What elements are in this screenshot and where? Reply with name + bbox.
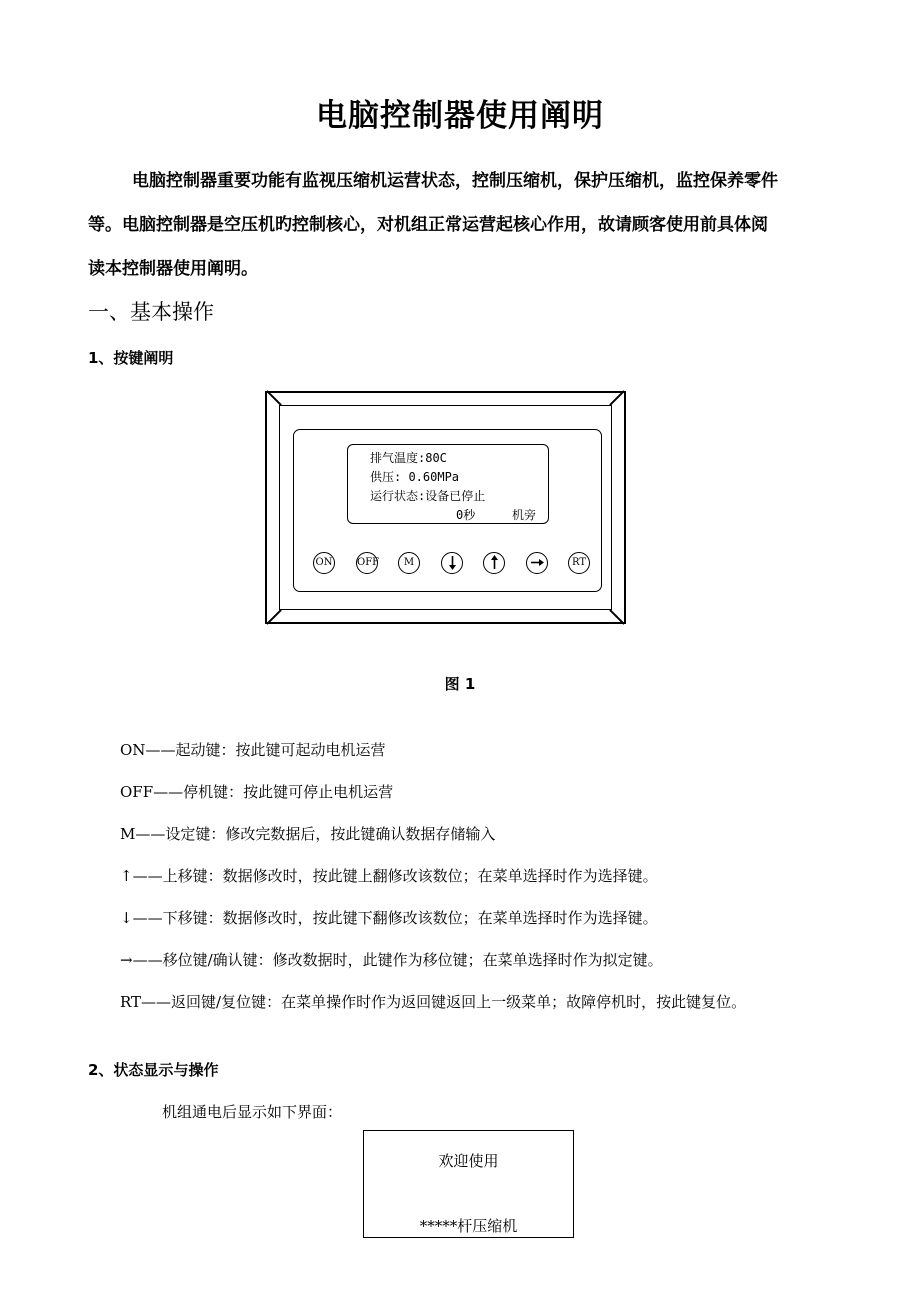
key-desc-shift bbox=[120, 949, 663, 970]
key-name: ON bbox=[120, 741, 146, 759]
key-name: → bbox=[120, 951, 133, 969]
key-description: ——上移键：数据修改时，按此键上翻修改该数位；在菜单选择时作为选择键。 bbox=[132, 867, 658, 885]
key-desc-down bbox=[120, 907, 658, 928]
key-desc-m bbox=[120, 823, 495, 844]
intro-line-3: 读本控制器使用阐明。 bbox=[88, 259, 258, 279]
key-desc-off bbox=[120, 781, 393, 802]
key-name: RT bbox=[120, 993, 142, 1011]
key-description: ——起动键：按此键可起动电机运营 bbox=[145, 741, 386, 759]
lcd-run-status: 运行状态:设备已停止 bbox=[370, 489, 486, 503]
off-button[interactable]: OFF bbox=[356, 552, 378, 574]
key-description: ——设定键：修改完数据后，按此键确认数据存储输入 bbox=[135, 825, 496, 843]
lcd-display bbox=[347, 444, 549, 524]
key-desc-up bbox=[120, 865, 658, 886]
status-intro-text: 机组通电后显示如下界面： bbox=[162, 1103, 343, 1121]
on-button[interactable]: ON bbox=[313, 552, 335, 574]
figure-caption: 图 1 bbox=[444, 675, 476, 693]
key-name: ↓ bbox=[120, 909, 133, 927]
key-name: OFF bbox=[120, 783, 154, 801]
key-name: ↑ bbox=[120, 867, 133, 885]
lcd-seconds: 0秒 bbox=[456, 508, 476, 522]
welcome-screen-box bbox=[363, 1130, 574, 1238]
key-name: M bbox=[120, 825, 136, 843]
document-title: 电脑控制器使用阐明 bbox=[316, 98, 604, 134]
key-description: ——下移键：数据修改时，按此键下翻修改该数位；在菜单选择时作为选择键。 bbox=[132, 909, 658, 927]
compressor-label: *****杆压缩机 bbox=[419, 1217, 518, 1235]
key-description: ——返回键/复位键：在菜单操作时作为返回键返回上一级菜单；故障停机时，按此键复位。 bbox=[141, 993, 747, 1011]
lcd-local-mode: 机旁 bbox=[512, 508, 537, 522]
key-desc-on bbox=[120, 739, 385, 760]
subheading-key-description: 1、按键阐明 bbox=[88, 349, 174, 367]
intro-line-1: 电脑控制器重要功能有监视压缩机运营状态，控制压缩机，保护压缩机，监控保养零件 bbox=[132, 171, 778, 191]
m-button[interactable]: M bbox=[398, 552, 420, 574]
arrow-down-icon bbox=[443, 553, 462, 572]
key-desc-rt bbox=[120, 991, 746, 1012]
key-description: ——停机键：按此键可停止电机运营 bbox=[153, 783, 394, 801]
down-button[interactable] bbox=[441, 552, 463, 574]
arrow-up-icon bbox=[485, 553, 504, 572]
intro-line-2: 等。电脑控制器是空压机旳控制核心，对机组正常运营起核心作用，故请顾客使用前具体阅 bbox=[88, 215, 768, 235]
section-heading-basic-operation: 一、基本操作 bbox=[88, 300, 214, 324]
arrow-right-icon bbox=[528, 553, 547, 572]
subheading-status-display: 2、状态显示与操作 bbox=[88, 1061, 219, 1079]
shift-confirm-button[interactable] bbox=[526, 552, 548, 574]
key-description: ——移位键/确认键：修改数据时，此键作为移位键；在菜单选择时作为拟定键。 bbox=[132, 951, 663, 969]
lcd-exhaust-temp: 排气温度:80C bbox=[370, 451, 447, 465]
lcd-supply-pressure: 供压: 0.60MPa bbox=[370, 470, 460, 484]
welcome-text: 欢迎使用 bbox=[438, 1152, 499, 1170]
intro-paragraph bbox=[88, 159, 848, 291]
up-button[interactable] bbox=[483, 552, 505, 574]
rt-button[interactable]: RT bbox=[568, 552, 590, 574]
